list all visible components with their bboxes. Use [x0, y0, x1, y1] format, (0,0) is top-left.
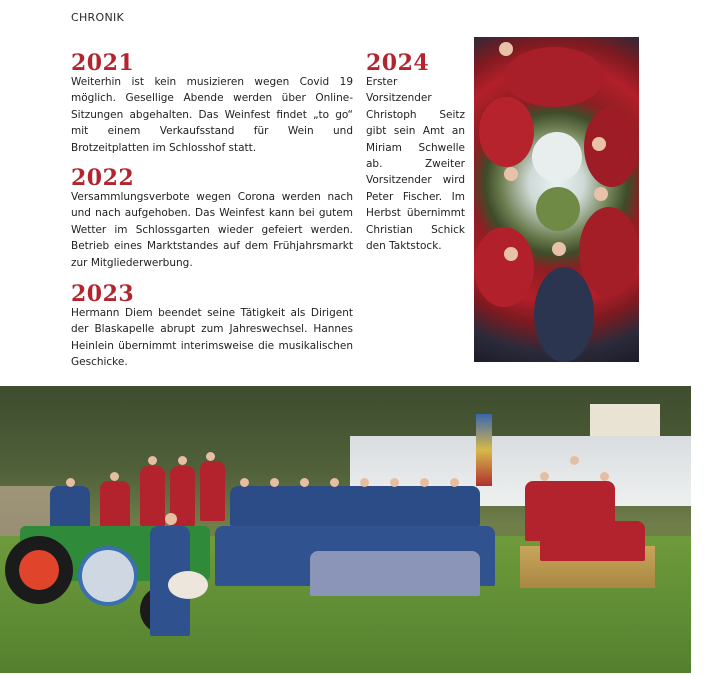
- year-heading-2023: 2023: [71, 281, 135, 307]
- circle-portrait-photo: [474, 37, 639, 362]
- entry-text-2023: Hermann Diem beendet seine Tätigkeit als Dirigent der Blaskapelle abrupt zum Jahreswechsel. Hannes Heinlein übernimmt interimsweise die musikalischen Geschicke.: [71, 307, 353, 369]
- entry-text-2021: Weiterhin ist kein musizieren wegen Covid 19 möglich. Gesellige Abende werden über Online-Sitzungen abgehalten. Das Weinfest findet „to go“ mit einem Verkaufsstand für Wein und Brotzeitplatten im Schlosshof statt.: [71, 76, 353, 154]
- year-heading-2021: 2021: [71, 50, 135, 76]
- year-heading-2022: 2022: [71, 165, 135, 191]
- band-group-photo: [0, 386, 691, 673]
- entry-text-2024: Erster Vorsitzender Christoph Seitz gibt sein Amt an Miriam Schwelle ab. Zweiter Vorsitzender wird Peter Fischer. Im Herbst übernimmt Christian Schick den Taktstock.: [366, 76, 465, 253]
- section-title: CHRONIK: [71, 11, 125, 24]
- entry-text-2022: Versammlungsverbote wegen Corona werden nach und nach aufgehoben. Das Weinfest kann bei gutem Wetter im Schlossgarten wieder gefeiert werden. Betrieb eines Marktstandes auf dem Frühjahrsmarkt zur Mitgliederwerbung.: [71, 191, 353, 269]
- year-heading-2024: 2024: [366, 50, 430, 76]
